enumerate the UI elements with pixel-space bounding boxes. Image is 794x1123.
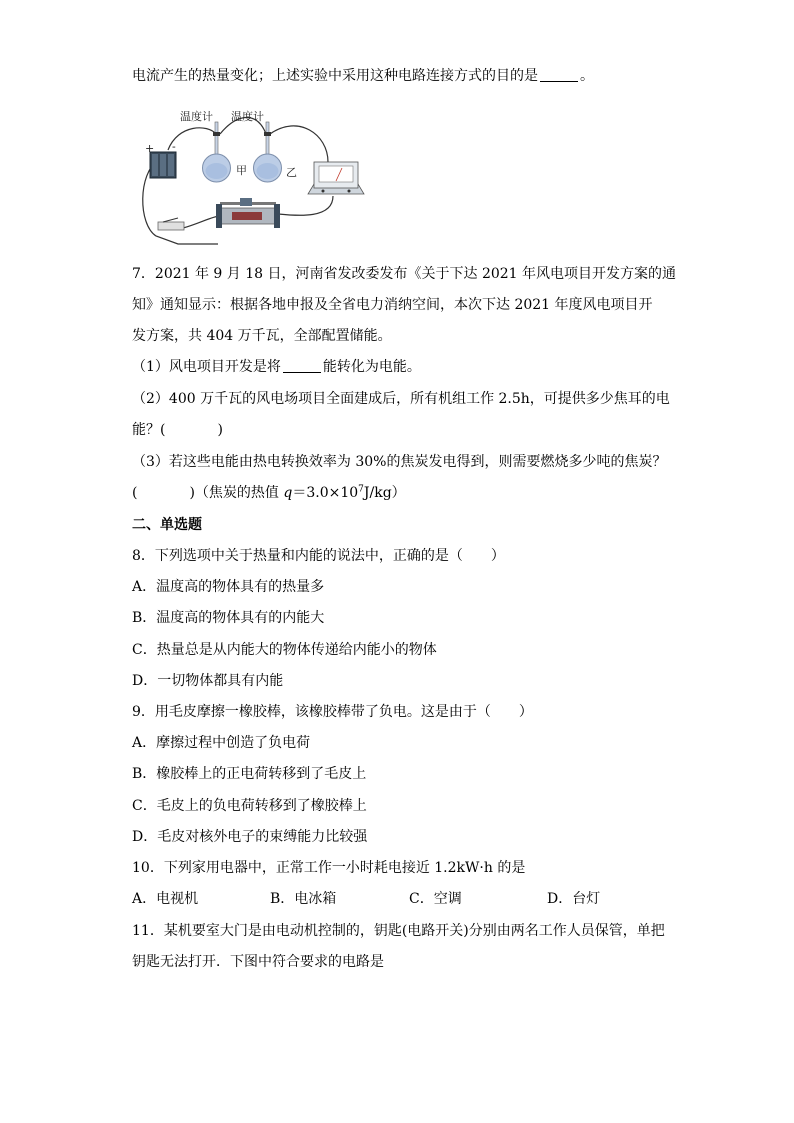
battery-minus-label: - (172, 140, 176, 153)
battery-plus-label: + (145, 142, 155, 155)
q7-sub1-text: （1）风电项目开发是将 (132, 359, 281, 375)
q8-stem: 8．下列选项中关于热量和内能的说法中，正确的是（ ） (132, 548, 505, 564)
q11-line-1: 11．某机要室大门是由电动机控制的，钥匙(电路开关)分别由两名工作人员保管，单把 (132, 923, 665, 939)
q10-option-a: A．电视机 (132, 891, 199, 907)
q8-option-a: A．温度高的物体具有的热量多 (132, 579, 325, 595)
section-title: 二、单选题 (132, 517, 202, 533)
q11-line-2: 钥匙无法打开．下图中符合要求的电路是 (132, 954, 384, 970)
q7-line-3: 发方案，共 404 万千瓦，全部配置储能。 (132, 328, 392, 344)
rheostat-icon (216, 198, 280, 228)
q10-option-b: B．电冰箱 (270, 891, 337, 907)
q10-options-row (0, 889, 794, 909)
wire-bottom (183, 216, 220, 228)
flask-a-label: 甲 (236, 164, 247, 177)
q8-option-d: D．一切物体都具有内能 (132, 673, 284, 689)
switch-icon (158, 218, 184, 230)
q7-sub3-open: ( (132, 485, 138, 501)
q8-option-c: C．热量总是从内能大的物体传递给内能小的物体 (132, 642, 437, 658)
q7-sub2-line-2 (132, 420, 223, 440)
q7-sub3-line-1: （3）若这些电能由热电转换效率为 30%的焦炭发电得到，则需要燃烧多少吨的焦炭？ (132, 454, 667, 470)
q7-line-1: 7．2021 年 9 月 18 日，河南省发改委发布《关于下达 2021 年风电项目开发方案的通 (132, 266, 677, 282)
answer-blank (540, 67, 578, 82)
flask-b-label: 乙 (286, 166, 297, 179)
q7-sub2-close: ) (217, 422, 223, 438)
wire-right (278, 196, 333, 215)
wire-top-right (270, 126, 328, 162)
q9-option-a: A．摩擦过程中创造了负电荷 (132, 735, 311, 751)
battery-icon (145, 140, 176, 178)
thermometer-label-2: 温度计 (231, 110, 264, 123)
q7-sub1-blank (283, 358, 321, 373)
q8-option-b: B．温度高的物体具有的内能大 (132, 610, 325, 626)
q9-stem: 9．用毛皮摩擦一橡胶棒，该橡胶棒带了负电。这是由于（ ） (132, 704, 533, 720)
q10-stem: 10．下列家用电器中，正常工作一小时耗电接近 1.2kW·h 的是 (132, 860, 526, 876)
q9-option-b: B．橡胶棒上的正电荷转移到了毛皮上 (132, 766, 367, 782)
q10-option-d: D．台灯 (547, 891, 601, 907)
q7-sub3-unit: J/kg） (363, 485, 406, 501)
q7-sub1 (132, 357, 421, 377)
thermometer-label-1: 温度计 (180, 110, 213, 123)
q7-sub2-line-1: （2）400 万千瓦的风电场项目全面建成后，所有机组工作 2.5h，可提供多少焦耳的电 (132, 391, 670, 407)
q7-line-2: 知》通知显示：根据各地申报及全省电力消纳空间，本次下达 2021 年度风电项目开 (132, 297, 653, 313)
flask-a-icon (203, 122, 248, 182)
intro-period: 。 (580, 68, 594, 84)
ammeter-icon (308, 162, 364, 194)
q7-sub1-tail: 能转化为电能。 (322, 359, 421, 375)
q7-sub2-open: 能？( (132, 422, 166, 438)
q9-option-d: D．毛皮对核外电子的束缚能力比较强 (132, 829, 368, 845)
q7-sub3-value: ＝3.0×10 (292, 485, 359, 501)
q10-option-c: C．空调 (409, 891, 462, 907)
intro-text: 电流产生的热量变化；上述实验中采用这种电路连接方式的目的是 (132, 68, 538, 84)
q7-sub3-mid: )（焦炭的热值 (189, 485, 284, 501)
intro-line (132, 66, 594, 86)
q7-sub3-exponent: 7 (358, 484, 364, 495)
q7-sub3-line-2 (132, 483, 406, 503)
q9-option-c: C．毛皮上的负电荷转移到了橡胶棒上 (132, 798, 367, 814)
circuit-figure (128, 104, 368, 252)
q7-sub3-symbol: q (283, 485, 293, 501)
